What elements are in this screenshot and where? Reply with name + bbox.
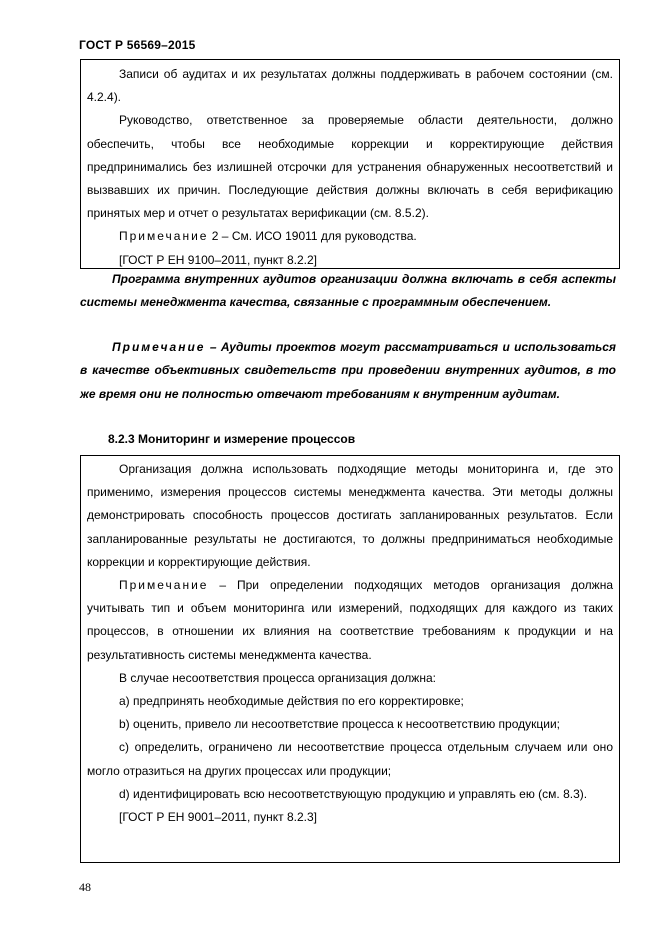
reference-9100: [ГОСТ Р ЕН 9100–2011, пункт 8.2.2] (119, 252, 317, 267)
paragraph-audit-records: Записи об аудитах и их результатах должны поддерживать в рабочем состоянии (см. 4.2.4). (87, 67, 613, 105)
program-note-label: Примечание (112, 340, 206, 354)
list-item-b: b) оценить, привело ли несоответствие процесса к несоответствию продукции; (119, 717, 560, 732)
paragraph-management-actions: Руководство, ответственное за проверяемые области деятельности, должно обеспечить, чтобы все необходимые коррекции и корректирующие действия предпринимались без излишней отсрочки для устранения обнаруженных несоответствий и вызвавших их причин. Последующие действия должны включать в себя верификацию принятых мер и отчет о результатах верификации (см. 8.5.2). (87, 113, 613, 221)
program-note (80, 336, 616, 406)
list-item-d: d) идентифицировать всю несоответствующую продукцию и управлять ею (см. 8.3). (119, 786, 588, 801)
paragraph-monitoring-methods: Организация должна использовать подходящие методы мониторинга и, где это применимо, измерения процессов системы менеджмента качества. Эти методы должны демонстрировать способность процессов достигать запланированных результатов. Если запланированные результаты не достигаются, то должны предприниматься необходимые коррекции и корректирующие действия. (87, 462, 613, 569)
section-heading: 8.2.3 Мониторинг и измерение процессов (108, 432, 356, 446)
paragraph-nonconformity-intro: В случае несоответствия процесса организация должна: (119, 670, 436, 685)
page-number: 48 (79, 880, 91, 894)
note-label: Примечание (119, 229, 209, 244)
note-text: – При определении подходящих методов организация должна учитывать тип и объем мониторинга или измерений, подходящих для каждого из таких процессов, в отношении их влияния на соответствие требованиям к продукции и на результативность системы менеджмента качества. (87, 578, 613, 662)
quote-box-9100 (80, 59, 620, 269)
document-header: ГОСТ Р 56569–2015 (79, 38, 196, 52)
reference-9001: [ГОСТ Р ЕН 9001–2011, пункт 8.2.3] (119, 810, 317, 825)
program-note-text: – Аудиты проектов могут рассматриваться и использоваться в качестве объективных свидетельств при проведении внутренних аудитов, в то же время они не полностью отвечают требованиям к внутренним аудитам. (80, 340, 616, 401)
note-2 (81, 225, 619, 248)
note-monitoring (81, 574, 619, 667)
program-paragraph: Программа внутренних аудитов организации должна включать в себя аспекты системы менеджмента качества, связанные с программным обеспечением. (80, 272, 616, 310)
program-requirement (80, 268, 616, 315)
quote-box-9001 (80, 455, 620, 863)
note-text: 2 – См. ИСО 19011 для руководства. (208, 229, 417, 244)
note-label: Примечание (119, 578, 209, 593)
list-item-c: c) определить, ограничено ли несоответствие процесса отдельным случаем или оно могло отразиться на других процессах или продукции; (87, 740, 613, 778)
list-item-a: a) предпринять необходимые действия по его корректировке; (119, 694, 464, 709)
